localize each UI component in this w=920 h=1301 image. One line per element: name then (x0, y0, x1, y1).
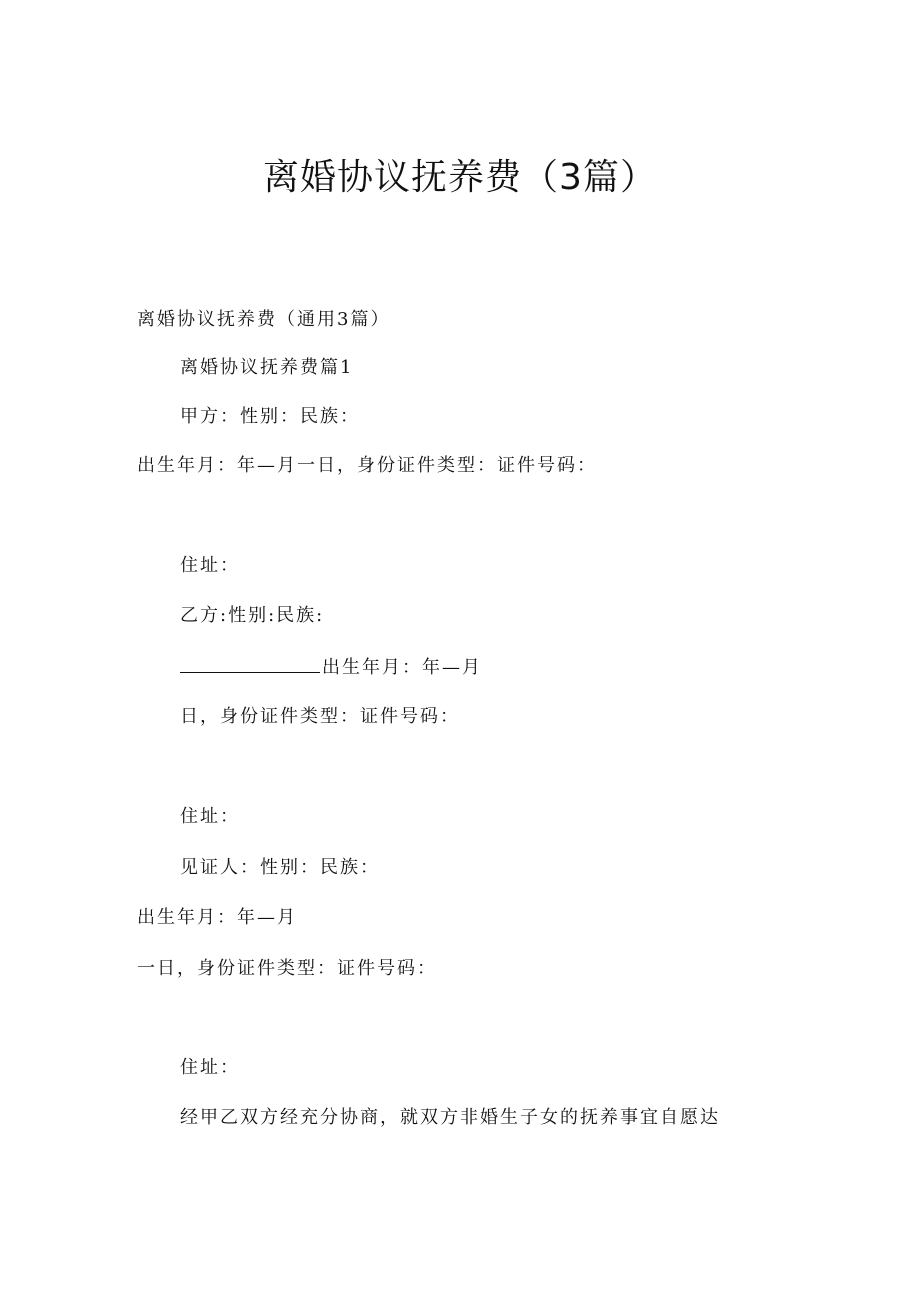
party-b-address: 住址： (180, 806, 240, 827)
agreement-intro: 经甲乙双方经充分协商，就双方非婚生子女的抚养事宜自愿达 (180, 1107, 720, 1128)
party-a-address: 住址： (180, 555, 240, 576)
fill-in-blank (180, 654, 320, 673)
document-subtitle: 离婚协议抚养费（通用3篇） (137, 309, 391, 330)
witness-id: 一日，身份证件类型：证件号码： (137, 958, 437, 979)
witness-birth: 出生年月：年—月 (137, 907, 297, 928)
party-b-birth-line (180, 654, 482, 681)
document-title: 离婚协议抚养费（3篇） (263, 157, 657, 198)
party-b-id: 日，身份证件类型：证件号码： (180, 706, 460, 727)
section-heading: 离婚协议抚养费篇1 (180, 357, 354, 378)
witness-info: 见证人：性别：民族： (180, 857, 380, 878)
party-b-info: 乙方:性别:民族: (180, 605, 325, 626)
party-b-birth: 出生年月：年—月 (322, 657, 482, 678)
witness-birth-line (137, 905, 297, 931)
witness-address: 住址： (180, 1057, 240, 1078)
party-a-info: 甲方：性别：民族： (180, 406, 360, 427)
party-a-birth-id: 出生年月：年—月一日，身份证件类型：证件号码： (137, 455, 597, 476)
